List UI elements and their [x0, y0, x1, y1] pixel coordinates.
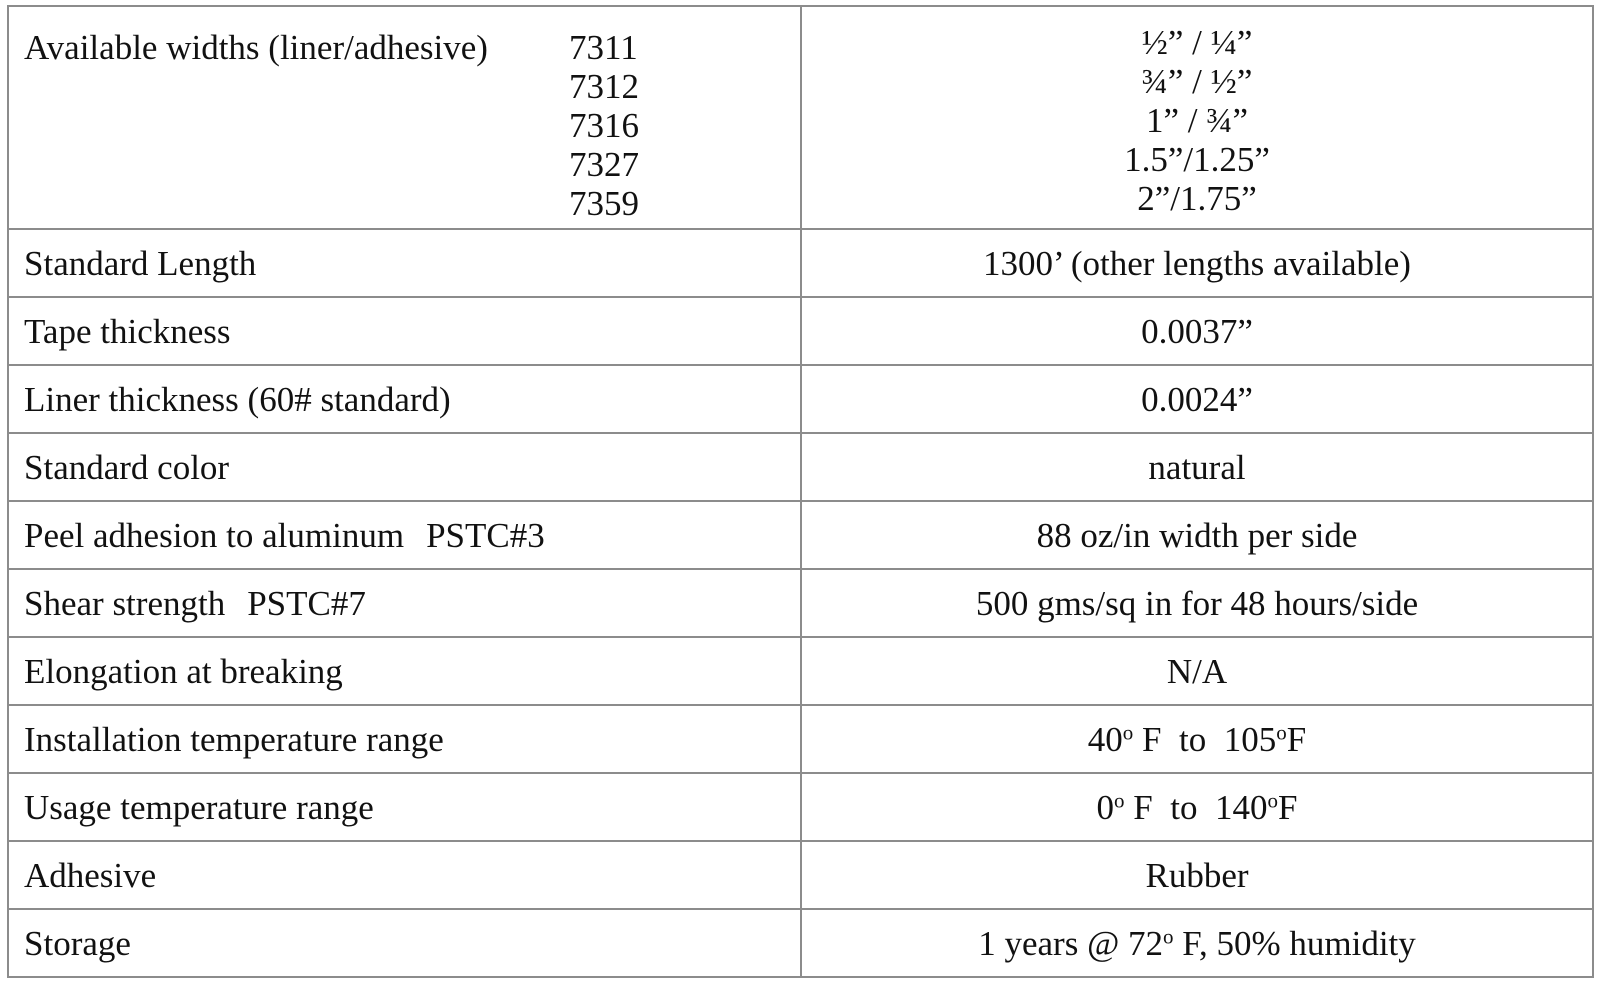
degree-mark: o — [1114, 787, 1125, 812]
width-value: ½” / ¼” — [1141, 23, 1253, 62]
spec-label: Standard color — [8, 433, 801, 501]
spec-label: Elongation at breaking — [8, 637, 801, 705]
width-code: 7316 — [569, 106, 639, 145]
spec-label-cell — [8, 569, 801, 637]
degree-mark: o — [1276, 719, 1287, 744]
width-value: ¾” / ½” — [1141, 62, 1253, 101]
spec-value-cell — [801, 6, 1593, 229]
spec-test-code: PSTC#3 — [426, 515, 545, 555]
spec-value: 88 oz/in width per side — [801, 501, 1593, 569]
spec-value: 1300’ (other lengths available) — [801, 229, 1593, 297]
width-code: 7359 — [569, 184, 639, 223]
value-text: 40 — [1087, 719, 1123, 759]
spec-row-tape-thickness — [8, 297, 1593, 365]
spec-row-peel-adhesion — [8, 501, 1593, 569]
width-code: 7311 — [569, 28, 638, 67]
value-text: F to 140 — [1124, 787, 1268, 827]
spec-label: Usage temperature range — [8, 773, 801, 841]
spec-value: natural — [801, 433, 1593, 501]
spec-label: Installation temperature range — [8, 705, 801, 773]
spec-label: Storage — [8, 909, 801, 977]
spec-row-available-widths — [8, 6, 1593, 229]
width-value: 2”/1.75” — [1137, 179, 1257, 218]
spec-label: Shear strength — [24, 583, 226, 623]
spec-row-liner-thickness — [8, 365, 1593, 433]
spec-value-cell — [801, 773, 1593, 841]
spec-value: 0.0024” — [801, 365, 1593, 433]
degree-mark: o — [1267, 787, 1278, 812]
width-value: 1” / ¾” — [1145, 101, 1249, 140]
value-text: 0 — [1096, 787, 1115, 827]
spec-row-elongation — [8, 637, 1593, 705]
spec-label-cell — [8, 6, 801, 229]
spec-row-shear-strength — [8, 569, 1593, 637]
spec-label: Liner thickness (60# standard) — [8, 365, 801, 433]
spec-value: N/A — [801, 637, 1593, 705]
width-code: 7312 — [569, 67, 639, 106]
spec-label-cell — [8, 501, 801, 569]
spec-value: 500 gms/sq in for 48 hours/side — [801, 569, 1593, 637]
spec-value-cell — [801, 705, 1593, 773]
spec-label: Standard Length — [8, 229, 801, 297]
spec-row-standard-length — [8, 229, 1593, 297]
value-text: F — [1277, 787, 1298, 827]
degree-mark: o — [1122, 719, 1134, 744]
spec-row-usage-temperature — [8, 773, 1593, 841]
spec-label: Tape thickness — [8, 297, 801, 365]
width-codes-list — [569, 12, 639, 223]
spec-value-cell — [801, 909, 1593, 977]
value-text: 1 years @ 72 — [978, 923, 1164, 963]
width-code: 7327 — [569, 145, 639, 184]
available-widths-label: Available widths (liner/adhesive) — [24, 28, 488, 67]
width-values-list — [802, 7, 1592, 218]
spec-row-adhesive — [8, 841, 1593, 909]
degree-mark: o — [1163, 923, 1174, 948]
spec-row-storage — [8, 909, 1593, 977]
value-text: F to 105 — [1133, 719, 1277, 759]
spec-table — [7, 5, 1594, 978]
spec-row-standard-color — [8, 433, 1593, 501]
spec-row-installation-temperature — [8, 705, 1593, 773]
spec-value: 0.0037” — [801, 297, 1593, 365]
spec-label: Adhesive — [8, 841, 801, 909]
value-text: F, 50% humidity — [1173, 923, 1416, 963]
value-text: F — [1286, 719, 1307, 759]
width-value: 1.5”/1.25” — [1124, 140, 1270, 179]
spec-test-code: PSTC#7 — [247, 583, 366, 623]
spec-label: Peel adhesion to aluminum — [24, 515, 405, 555]
spec-value: Rubber — [801, 841, 1593, 909]
